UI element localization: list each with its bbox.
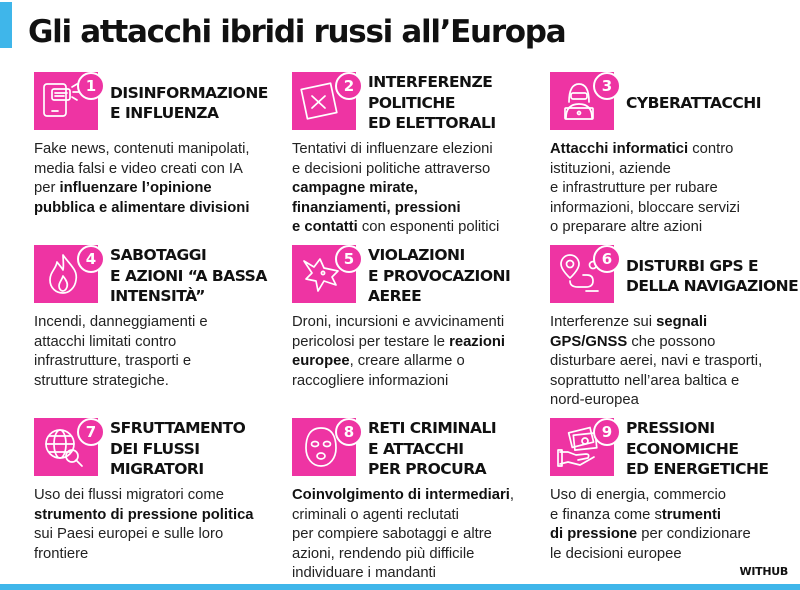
body-text: informazioni, bloccare servizi bbox=[550, 199, 740, 216]
card-title-line: ED ELETTORALI bbox=[368, 114, 496, 133]
card-title bbox=[110, 72, 284, 134]
card-title bbox=[626, 418, 800, 480]
card-text-line bbox=[292, 564, 554, 584]
card-text-line bbox=[34, 372, 296, 392]
card-text-line bbox=[34, 313, 296, 333]
card-text-line bbox=[292, 179, 554, 199]
highlight-text: campagne mirate, bbox=[292, 180, 418, 197]
card-text-line bbox=[34, 506, 296, 526]
body-text: e infrastrutture per rubare bbox=[550, 180, 718, 197]
card-title-line: E INFLUENZA bbox=[110, 104, 219, 122]
card-text-line bbox=[550, 391, 800, 411]
body-text: contro bbox=[688, 141, 734, 157]
body-text: raccogliere informazioni bbox=[292, 372, 449, 389]
card-text-line bbox=[550, 333, 800, 353]
card-title bbox=[626, 245, 800, 307]
body-text: pericolosi per testare le bbox=[292, 333, 450, 350]
card-title bbox=[368, 418, 542, 480]
card-title bbox=[110, 245, 284, 307]
page-title: Gli attacchi ibridi russi all’Europa bbox=[28, 14, 566, 50]
card-title bbox=[110, 418, 284, 480]
body-text: per bbox=[34, 180, 60, 197]
card-text-line bbox=[292, 333, 554, 353]
body-text: criminali o agenti reclutati bbox=[292, 506, 459, 523]
card-title-line: E AZIONI “A BASSA bbox=[110, 266, 267, 285]
card-text-line bbox=[550, 179, 800, 199]
brand-logo: WITHUB bbox=[739, 565, 788, 578]
body-text: Tentativi di influenzare elezioni bbox=[292, 141, 493, 157]
body-text: media falsi e video creati con IA bbox=[34, 160, 243, 177]
number-badge: 8 bbox=[335, 418, 363, 446]
card-title-line: MIGRATORI bbox=[110, 460, 204, 479]
card-text-line bbox=[34, 486, 296, 506]
card-title bbox=[368, 72, 542, 134]
body-text: , bbox=[509, 487, 514, 503]
bottom-bar bbox=[0, 584, 800, 590]
card-text-line bbox=[292, 352, 554, 372]
body-text: che possono bbox=[627, 333, 716, 350]
card-title-line: ED ENERGETICHE bbox=[626, 460, 769, 479]
body-text: Interferenze sui bbox=[550, 314, 657, 330]
card-description bbox=[34, 486, 296, 564]
card-description bbox=[34, 313, 296, 391]
highlight-text: influenzare l’opinione bbox=[59, 180, 212, 197]
card-title-line: RETI CRIMINALI bbox=[368, 419, 497, 438]
body-text: soprattutto nell’area baltica e bbox=[550, 372, 740, 389]
body-text: o preparare altre azioni bbox=[550, 219, 703, 236]
body-text: infrastrutture, trasporti e bbox=[34, 353, 192, 370]
body-text: disturbare aerei, navi e trasporti, bbox=[550, 353, 763, 370]
card-title-line: DEI FLUSSI bbox=[110, 439, 200, 458]
number-badge: 5 bbox=[335, 245, 363, 273]
body-text: attacchi limitati contro bbox=[34, 333, 177, 350]
body-text: Uso dei flussi migratori come bbox=[34, 487, 224, 503]
card-description bbox=[292, 313, 554, 391]
body-text: con esponenti politici bbox=[357, 219, 500, 236]
body-text: Uso di energia, commercio bbox=[550, 487, 726, 503]
card-title-line: CYBERATTACCHI bbox=[626, 93, 762, 112]
card-title-line: DISINFORMAZIONE bbox=[110, 83, 268, 102]
card-text-line bbox=[550, 525, 800, 545]
card-description bbox=[550, 140, 800, 238]
body-text: sui Paesi europei e sulle loro bbox=[34, 526, 224, 543]
card-text-line bbox=[292, 160, 554, 180]
highlight-text: Coinvolgimento di intermediari bbox=[292, 487, 510, 503]
card-text-line bbox=[550, 140, 800, 160]
highlight-text: segnali bbox=[656, 314, 708, 330]
body-text: Fake news, contenuti manipolati, bbox=[34, 141, 250, 157]
card-text-line bbox=[550, 352, 800, 372]
card-text-line bbox=[292, 525, 554, 545]
card-title-line: DISTURBI GPS E bbox=[626, 256, 759, 275]
card-description bbox=[550, 486, 800, 564]
number-badge: 2 bbox=[335, 72, 363, 100]
number-badge: 9 bbox=[593, 418, 621, 446]
body-text: frontiere bbox=[34, 545, 89, 562]
number-badge: 3 bbox=[593, 72, 621, 100]
body-text: e decisioni politiche attraverso bbox=[292, 160, 491, 177]
card-text-line bbox=[34, 525, 296, 545]
body-text: per condizionare bbox=[637, 526, 751, 543]
card-title-line: AEREE bbox=[368, 287, 422, 306]
card-text-line bbox=[34, 179, 296, 199]
card-text-line bbox=[550, 486, 800, 506]
highlight-text: pubblica e alimentare divisioni bbox=[34, 199, 250, 216]
body-text: nord-europea bbox=[550, 392, 639, 409]
card-text-line bbox=[550, 506, 800, 526]
card-text-line bbox=[292, 199, 554, 219]
card-text-line bbox=[34, 352, 296, 372]
card-text-line bbox=[550, 199, 800, 219]
body-text: Droni, incursioni e avvicinamenti bbox=[292, 314, 505, 330]
number-badge: 7 bbox=[77, 418, 105, 446]
highlight-text: finanziamenti, pressioni bbox=[292, 199, 461, 216]
card-text-line bbox=[292, 486, 554, 506]
highlight-text: e contatti bbox=[292, 219, 358, 236]
card-description bbox=[292, 140, 554, 238]
accent-bar bbox=[0, 2, 12, 48]
card-title-line: E ATTACCHI bbox=[368, 439, 464, 458]
highlight-text: Attacchi informatici bbox=[550, 141, 689, 157]
card-text-line bbox=[550, 545, 800, 565]
body-text: azioni, rendendo più difficile bbox=[292, 545, 475, 562]
card-text-line bbox=[34, 199, 296, 219]
card-title-line: SFRUTTAMENTO bbox=[110, 419, 246, 438]
card-title-line: VIOLAZIONI bbox=[368, 246, 465, 265]
body-text: istituzioni, aziende bbox=[550, 160, 671, 177]
card-text-line bbox=[292, 313, 554, 333]
card-text-line bbox=[292, 372, 554, 392]
card-text-line bbox=[34, 333, 296, 353]
card-title-line: PRESSIONI bbox=[626, 419, 715, 438]
highlight-text: GPS/GNSS bbox=[550, 333, 628, 350]
body-text: , creare allarme o bbox=[349, 353, 465, 370]
card-text-line bbox=[550, 313, 800, 333]
card-title bbox=[368, 245, 542, 307]
card-description bbox=[550, 313, 800, 411]
card-description bbox=[292, 486, 554, 584]
card-title-line: INTERFERENZE bbox=[368, 73, 493, 92]
card-text-line bbox=[292, 545, 554, 565]
card-text-line bbox=[34, 140, 296, 160]
body-text: le decisioni europee bbox=[550, 545, 682, 562]
body-text: per compiere sabotaggi e altre bbox=[292, 526, 492, 543]
card-text-line bbox=[292, 218, 554, 238]
card-title-line: PER PROCURA bbox=[368, 460, 487, 479]
body-text: strutture strategiche. bbox=[34, 372, 169, 389]
card-title-line: POLITICHE bbox=[368, 93, 455, 112]
highlight-text: europee bbox=[292, 353, 350, 370]
card-title-line: DELLA NAVIGAZIONE bbox=[626, 277, 799, 295]
card-title bbox=[626, 72, 800, 134]
number-badge: 1 bbox=[77, 72, 105, 100]
number-badge: 4 bbox=[77, 245, 105, 273]
card-description bbox=[34, 140, 296, 218]
card-text-line bbox=[292, 506, 554, 526]
card-text-line bbox=[34, 160, 296, 180]
highlight-text: trumenti bbox=[661, 506, 722, 523]
card-title-line: SABOTAGGI bbox=[110, 246, 207, 265]
card-text-line bbox=[34, 545, 296, 565]
card-text-line bbox=[550, 372, 800, 392]
highlight-text: strumento di pressione politica bbox=[34, 506, 254, 523]
card-text-line bbox=[550, 218, 800, 238]
number-badge: 6 bbox=[593, 245, 621, 273]
body-text: e finanza come s bbox=[550, 506, 662, 523]
highlight-text: reazioni bbox=[449, 333, 506, 350]
body-text: Incendi, danneggiamenti e bbox=[34, 314, 208, 330]
card-title-line: ECONOMICHE bbox=[626, 439, 739, 458]
card-title-line: E PROVOCAZIONI bbox=[368, 266, 511, 285]
body-text: individuare i mandanti bbox=[292, 565, 436, 582]
card-text-line bbox=[550, 160, 800, 180]
card-text-line bbox=[292, 140, 554, 160]
highlight-text: di pressione bbox=[550, 526, 638, 543]
card-title-line: INTENSITÀ” bbox=[110, 287, 205, 306]
